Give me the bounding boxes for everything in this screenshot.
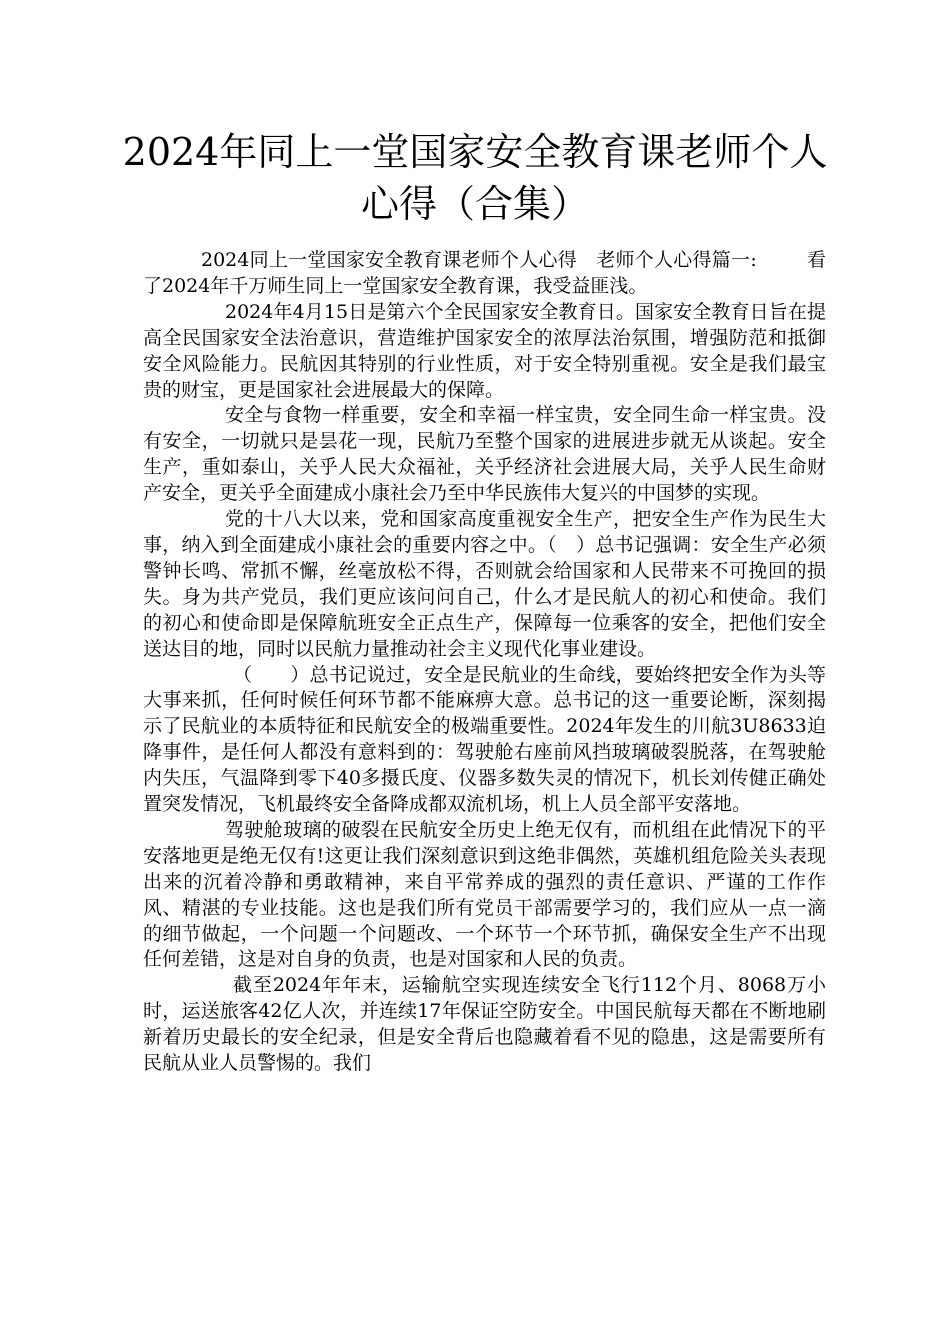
paragraph-5: 驾驶舱玻璃的破裂在民航安全历史上绝无仅有，而机组在此情况下的平安落地更是绝无仅有!这更让我们深刻意识到这绝非偶然，英雄机组危险关头表现出来的沉着冷静和勇敢精神，来自平常养成的强烈的责任意识、严谨的工作作风、精湛的专业技能。这也是我们所有党员干部需要学习的，我们应从一点一滴的细节做起，一个问题一个问题改、一个环节一个环节抓，确保安全生产不出现任何差错，这是对自身的负责，也是对国家和人民的负责。: [143, 818, 826, 971]
title-line-1: 2024年同上一堂国家安全教育课老师个人: [122, 130, 828, 174]
intro-heading: 2024同上一堂国家安全教育课老师个人心得 老师个人心得篇一:: [201, 249, 757, 271]
paragraph-2: 安全与食物一样重要，安全和幸福一样宝贵，安全同生命一样宝贵。没有安全，一切就只是昙花一现，民航乃至整个国家的进展进步就无从谈起。安全生产，重如泰山，关乎人民大众福祉，关乎经济社会进展大局，关乎人民生命财产安全，更关乎全面建成小康社会乃至中华民族伟大复兴的中国梦的实现。: [143, 404, 826, 505]
document-title: [120, 126, 830, 230]
paragraph-3: 党的十八大以来，党和国家高度重视安全生产，把安全生产作为民生大事，纳入到全面建成小康社会的重要内容之中。（ ）总书记强调：安全生产必须警钟长鸣、常抓不懈，丝毫放松不得，否则就会给国家和人民带来不可挽回的损失。身为共产党员，我们更应该问问自己，什么才是民航人的初心和使命。我们的初心和使命即是保障航班安全正点生产，保障每一位乘客的安全，把他们安全送达目的地，同时以民航力量推动社会主义现代化事业建设。: [143, 508, 826, 660]
intro-paragraph: [143, 248, 826, 300]
title-line-2: 心得（合集）: [360, 182, 589, 226]
intro-text: 看了2024年千万师生同上一堂国家安全教育课，我受益匪浅。: [143, 249, 826, 297]
document-body: [143, 248, 826, 1077]
paragraph-6: 截至2024年年末，运输航空实现连续安全飞行112个月、8068万小时，运送旅客42亿人次，并连续17年保证空防安全。中国民航每天都在不断地刷新着历史最长的安全纪录，但是安全背后也隐藏着看不见的隐患，这是需要所有民航从业人员警惕的。我们: [143, 974, 826, 1075]
paragraph-1: 2024年4月15日是第六个全民国家安全教育日。国家安全教育日旨在提高全民国家安全法治意识，营造维护国家安全的浓厚法治氛围，增强防范和抵御安全风险能力。民航因其特别的行业性质，对于安全特别重视。安全是我们最宝贵的财宝，更是国家社会进展最大的保障。: [143, 300, 826, 401]
paragraph-4: （ ）总书记说过，安全是民航业的生命线，要始终把安全作为头等大事来抓，任何时候任何环节都不能麻痹大意。总书记的这一重要论断，深刻揭示了民航业的本质特征和民航安全的极端重要性。2024年发生的川航3U8633迫降事件，是任何人都没有意料到的：驾驶舱右座前风挡玻璃破裂脱落，在驾驶舱内失压，气温降到零下40多摄氏度、仪器多数失灵的情况下，机长刘传健正确处置突发情况，飞机最终安全备降成都双流机场，机上人员全部平安落地。: [143, 663, 826, 816]
